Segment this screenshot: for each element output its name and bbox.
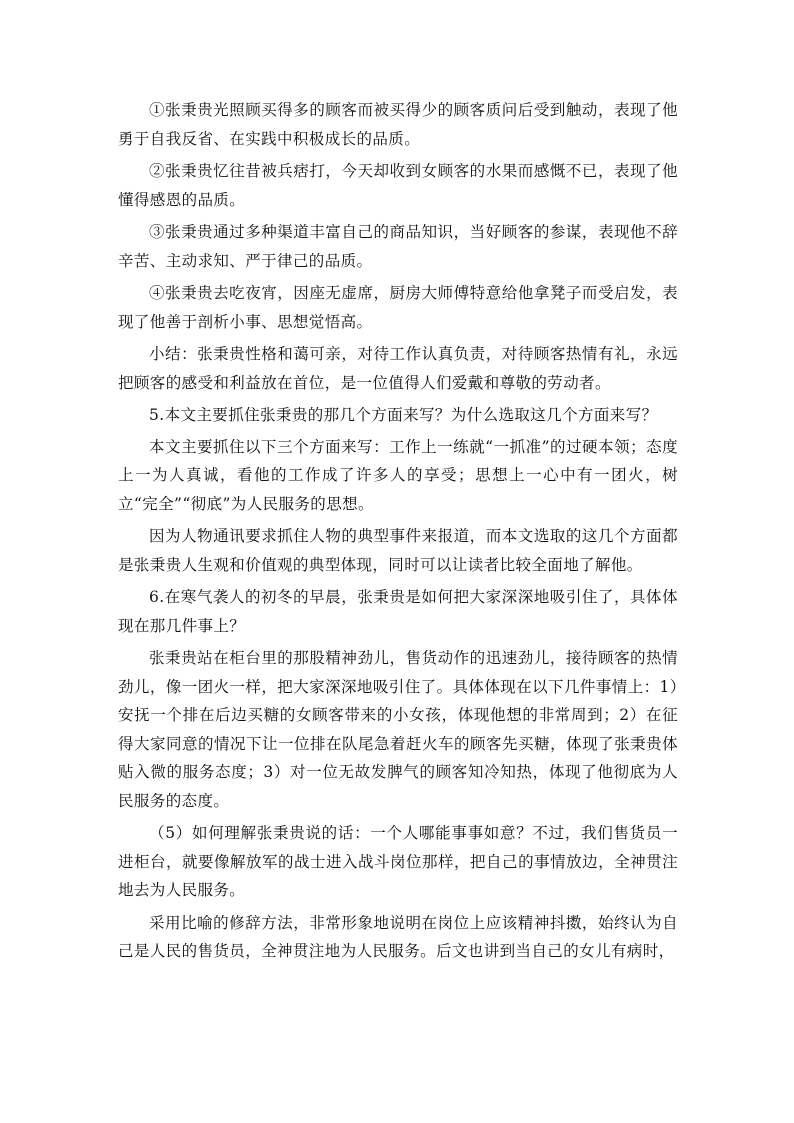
question-5: 5.本文主要抓住张秉贵的那几个方面来写？为什么选取这几个方面来写？ <box>149 406 658 424</box>
question-6: 6.在寒气袭人的初冬的早晨，张秉贵是如何把大家深深地吸引住了，具体体现在那几件事上？ <box>118 588 678 635</box>
answer-6: 张秉贵站在柜台里的那股精神劲儿，售货动作的迅速劲儿，接待顾客的热情劲儿，像一团火一样，把大家深深地吸引住了。具体体现在以下几件事情上：1）安抚一个排在后边买糖的女顾客带来的小女孩，体现他想的非常周到；2）在征得大家同意的情况下让一位排在队尾急着赶火车的顾客先买糖，体现了张秉贵体贴入微的服务态度；3）对一位无故发脾气的顾客知冷知热，体现了他彻底为人民服务的态度。 <box>118 649 678 810</box>
paragraph-point-3: ③张秉贵通过多种渠道丰富自己的商品知识，当好顾客的参谋，表现他不辞辛苦、主动求知、严于律己的品质。 <box>118 223 678 270</box>
paragraph-point-1: ①张秉贵光照顾买得多的顾客而被买得少的顾客质问后受到触动，表现了他勇于自我反省、在实践中积极成长的品质。 <box>118 101 678 148</box>
answer-understanding: 采用比喻的修辞方法，非常形象地说明在岗位上应该精神抖擞，始终认为自己是人民的售货员，全神贯注地为人民服务。后文也讲到当自己的女儿有病时， <box>118 913 678 960</box>
document-page <box>118 96 678 970</box>
paragraph-summary: 小结：张秉贵性格和蔼可亲，对待工作认真负责，对待顾客热情有礼，永远把顾客的感受和利益放在首位，是一位值得人们爱戴和尊敬的劳动者。 <box>118 345 678 392</box>
answer-5-part-1: 本文主要抓住以下三个方面来写：工作上一练就“一抓准”的过硬本领；态度上一为人真诚，看他的工作成了许多人的享受；思想上一心中有一团火，树立“完全”“彻底”为人民服务的思想。 <box>118 437 678 513</box>
paragraph-point-2: ②张秉贵忆往昔被兵痞打，今天却收到女顾客的水果而感慨不已，表现了他懂得感恩的品质。 <box>118 162 678 209</box>
answer-5-part-2: 因为人物通讯要求抓住人物的典型事件来报道，而本文选取的这几个方面都是张秉贵人生观和价值观的典型体现，同时可以让读者比较全面地了解他。 <box>118 527 678 574</box>
question-5-understanding: （5）如何理解张秉贵说的话：一个人哪能事事如意？不过，我们售货员一进柜台，就要像解放军的战士进入战斗岗位那样，把自己的事情放边，全神贯注地去为人民服务。 <box>118 824 678 899</box>
paragraph-point-4: ④张秉贵去吃夜宵，因座无虚席，厨房大师傅特意给他拿凳子而受启发，表现了他善于剖析小事、思想觉悟高。 <box>118 284 678 331</box>
